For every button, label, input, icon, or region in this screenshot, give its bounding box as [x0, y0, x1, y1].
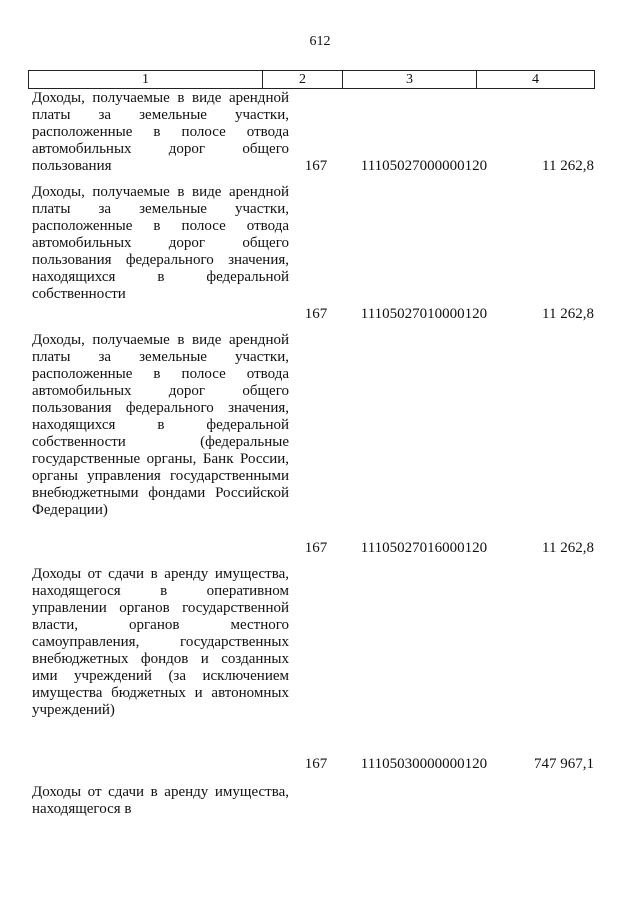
admin-code: 167 — [304, 158, 328, 174]
admin-code: 167 — [304, 756, 328, 772]
kbk-code: 11105027016000120 — [360, 540, 488, 556]
amount: 11 262,8 — [542, 158, 594, 174]
row-description: Доходы от сдачи в аренду имущества, находящегося в оперативном управлении органов государственной власти, органов местного самоуправления, государственных внебюджетных фондов и созданных ими учреждений (за исключением имущества бюджетных и автономных учреждений) — [32, 566, 289, 718]
kbk-code: 11105030000000120 — [360, 756, 488, 772]
kbk-code: 11105027010000120 — [360, 306, 488, 322]
row-description: Доходы, получаемые в виде арендной платы за земельные участки, расположенные в полосе отвода автомобильных дорог общего пользования федерального значения, находящихся в федеральной собственности (федеральные государственные органы, Банк России, органы управления государственными внебюджетными фондами Российской Федерации) — [32, 332, 289, 518]
header-col-1: 1 — [29, 71, 263, 89]
amount: 11 262,8 — [542, 540, 594, 556]
header-col-4: 4 — [477, 71, 595, 89]
admin-code: 167 — [304, 540, 328, 556]
row-description: Доходы, получаемые в виде арендной платы за земельные участки, расположенные в полосе отвода автомобильных дорог общего пользования — [32, 90, 289, 174]
row-description: Доходы от сдачи в аренду имущества, находящегося в — [32, 784, 289, 817]
header-col-3: 3 — [343, 71, 477, 89]
table-header — [28, 70, 595, 89]
row-description: Доходы, получаемые в виде арендной платы за земельные участки, расположенные в полосе отвода автомобильных дорог общего пользования федерального значения, находящихся в федеральной собственности — [32, 184, 289, 302]
admin-code: 167 — [304, 306, 328, 322]
page-number: 612 — [309, 34, 331, 49]
header-col-2: 2 — [263, 71, 343, 89]
amount: 747 967,1 — [534, 756, 594, 772]
kbk-code: 11105027000000120 — [360, 158, 488, 174]
amount: 11 262,8 — [542, 306, 594, 322]
